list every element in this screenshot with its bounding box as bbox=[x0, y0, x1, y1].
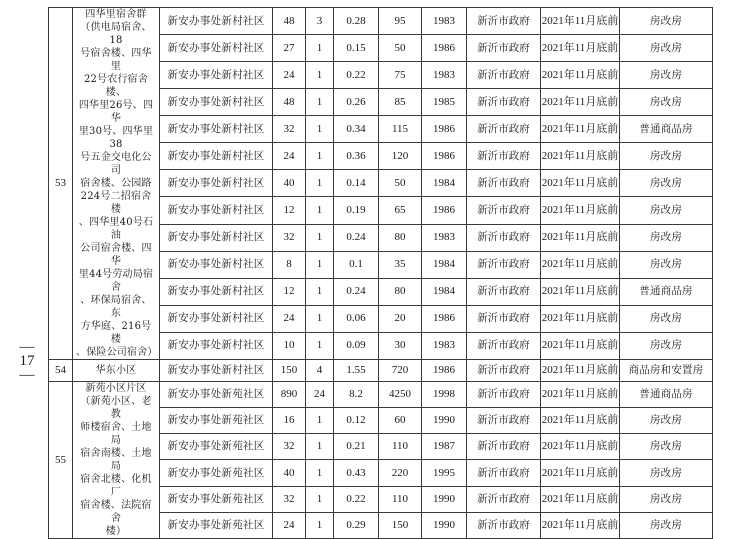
deadline-cell: 2021年11月底前 bbox=[541, 8, 620, 35]
deadline-cell: 2021年11月底前 bbox=[541, 143, 620, 170]
population-cell: 35 bbox=[379, 251, 422, 278]
population-cell: 95 bbox=[379, 8, 422, 35]
buildings-cell: 1 bbox=[306, 460, 334, 486]
house-type-cell: 房改房 bbox=[620, 305, 713, 332]
area-cell: 0.14 bbox=[334, 170, 379, 197]
area-cell: 0.24 bbox=[334, 278, 379, 305]
households-cell: 24 bbox=[273, 512, 306, 538]
population-cell: 220 bbox=[379, 460, 422, 486]
area-cell: 0.12 bbox=[334, 408, 379, 434]
responsible-cell: 新沂市政府 bbox=[467, 8, 541, 35]
group-name-cell bbox=[73, 8, 160, 360]
year-cell: 1983 bbox=[422, 224, 467, 251]
year-cell: 1984 bbox=[422, 251, 467, 278]
community-cell: 新安办事处新村社区 bbox=[160, 62, 273, 89]
buildings-cell: 1 bbox=[306, 224, 334, 251]
deadline-cell: 2021年11月底前 bbox=[541, 332, 620, 359]
area-cell: 0.28 bbox=[334, 8, 379, 35]
responsible-cell: 新沂市政府 bbox=[467, 382, 541, 408]
group-name-line: 宿舍南楼、土地局 bbox=[80, 448, 152, 472]
deadline-cell: 2021年11月底前 bbox=[541, 197, 620, 224]
households-cell: 24 bbox=[273, 62, 306, 89]
group-name-line: 宿舍楼、公园路 bbox=[80, 178, 152, 189]
deadline-cell: 2021年11月底前 bbox=[541, 89, 620, 116]
community-cell: 新安办事处新苑社区 bbox=[160, 460, 273, 486]
buildings-cell: 3 bbox=[306, 8, 334, 35]
community-cell: 新安办事处新村社区 bbox=[160, 278, 273, 305]
deadline-cell: 2021年11月底前 bbox=[541, 512, 620, 538]
population-cell: 720 bbox=[379, 360, 422, 382]
buildings-cell: 1 bbox=[306, 35, 334, 62]
house-type-cell: 房改房 bbox=[620, 434, 713, 460]
area-cell: 0.22 bbox=[334, 486, 379, 512]
year-cell: 1986 bbox=[422, 143, 467, 170]
buildings-cell: 4 bbox=[306, 360, 334, 382]
households-cell: 10 bbox=[273, 332, 306, 359]
area-cell: 0.36 bbox=[334, 143, 379, 170]
households-cell: 24 bbox=[273, 143, 306, 170]
population-cell: 65 bbox=[379, 197, 422, 224]
population-cell: 85 bbox=[379, 89, 422, 116]
page-number: — 17 — bbox=[19, 339, 35, 383]
house-type-cell: 普通商品房 bbox=[620, 116, 713, 143]
group-name-cell bbox=[73, 360, 160, 382]
population-cell: 110 bbox=[379, 486, 422, 512]
households-cell: 12 bbox=[273, 197, 306, 224]
buildings-cell: 1 bbox=[306, 170, 334, 197]
group-name-line: 、四华里40号石油 bbox=[78, 217, 154, 241]
responsible-cell: 新沂市政府 bbox=[467, 332, 541, 359]
households-cell: 12 bbox=[273, 278, 306, 305]
house-type-cell: 房改房 bbox=[620, 197, 713, 224]
group-number-cell: 54 bbox=[49, 360, 73, 382]
deadline-cell: 2021年11月底前 bbox=[541, 224, 620, 251]
buildings-cell: 1 bbox=[306, 143, 334, 170]
group-name-line: 新苑小区片区 bbox=[85, 383, 147, 394]
responsible-cell: 新沂市政府 bbox=[467, 360, 541, 382]
group-name-line: 、保险公司宿舍） bbox=[76, 347, 158, 358]
group-name-line: 宿舍楼、法院宿舍 bbox=[80, 500, 152, 524]
population-cell: 115 bbox=[379, 116, 422, 143]
community-cell: 新安办事处新村社区 bbox=[160, 251, 273, 278]
year-cell: 1990 bbox=[422, 408, 467, 434]
group-name-line: 公司宿舍楼、四华 bbox=[80, 243, 152, 267]
area-cell: 8.2 bbox=[334, 382, 379, 408]
households-cell: 32 bbox=[273, 116, 306, 143]
housing-table bbox=[48, 7, 713, 539]
population-cell: 20 bbox=[379, 305, 422, 332]
population-cell: 150 bbox=[379, 512, 422, 538]
population-cell: 80 bbox=[379, 278, 422, 305]
group-number-cell: 55 bbox=[49, 382, 73, 539]
population-cell: 75 bbox=[379, 62, 422, 89]
house-type-cell: 房改房 bbox=[620, 170, 713, 197]
house-type-cell: 房改房 bbox=[620, 332, 713, 359]
responsible-cell: 新沂市政府 bbox=[467, 170, 541, 197]
table-body bbox=[49, 8, 713, 539]
buildings-cell: 1 bbox=[306, 62, 334, 89]
responsible-cell: 新沂市政府 bbox=[467, 224, 541, 251]
community-cell: 新安办事处新村社区 bbox=[160, 35, 273, 62]
population-cell: 30 bbox=[379, 332, 422, 359]
responsible-cell: 新沂市政府 bbox=[467, 62, 541, 89]
year-cell: 1983 bbox=[422, 8, 467, 35]
deadline-cell: 2021年11月底前 bbox=[541, 382, 620, 408]
deadline-cell: 2021年11月底前 bbox=[541, 486, 620, 512]
house-type-cell: 房改房 bbox=[620, 460, 713, 486]
group-name-line: （供电局宿舍、18 bbox=[80, 22, 152, 46]
area-cell: 0.06 bbox=[334, 305, 379, 332]
group-name-line: 号宿舍楼、四华里 bbox=[80, 48, 152, 72]
group-name-line: 里30号、四华里38 bbox=[78, 126, 154, 150]
responsible-cell: 新沂市政府 bbox=[467, 35, 541, 62]
deadline-cell: 2021年11月底前 bbox=[541, 305, 620, 332]
group-name-cell bbox=[73, 382, 160, 539]
community-cell: 新安办事处新苑社区 bbox=[160, 434, 273, 460]
responsible-cell: 新沂市政府 bbox=[467, 460, 541, 486]
community-cell: 新安办事处新苑社区 bbox=[160, 512, 273, 538]
deadline-cell: 2021年11月底前 bbox=[541, 251, 620, 278]
buildings-cell: 1 bbox=[306, 278, 334, 305]
responsible-cell: 新沂市政府 bbox=[467, 89, 541, 116]
community-cell: 新安办事处新苑社区 bbox=[160, 486, 273, 512]
buildings-cell: 1 bbox=[306, 434, 334, 460]
buildings-cell: 1 bbox=[306, 197, 334, 224]
house-type-cell: 房改房 bbox=[620, 224, 713, 251]
responsible-cell: 新沂市政府 bbox=[467, 278, 541, 305]
group-name-line: 、环保局宿舍、东 bbox=[80, 295, 152, 319]
house-type-cell: 房改房 bbox=[620, 512, 713, 538]
group-name-line: 号五金交电化公司 bbox=[80, 152, 152, 176]
households-cell: 40 bbox=[273, 170, 306, 197]
group-name-line: （新苑小区、老教 bbox=[80, 396, 152, 420]
group-name-line: 师楼宿舍、土地局 bbox=[80, 422, 152, 446]
population-cell: 110 bbox=[379, 434, 422, 460]
buildings-cell: 1 bbox=[306, 89, 334, 116]
year-cell: 1986 bbox=[422, 35, 467, 62]
responsible-cell: 新沂市政府 bbox=[467, 143, 541, 170]
population-cell: 60 bbox=[379, 408, 422, 434]
households-cell: 8 bbox=[273, 251, 306, 278]
community-cell: 新安办事处新村社区 bbox=[160, 170, 273, 197]
buildings-cell: 1 bbox=[306, 512, 334, 538]
deadline-cell: 2021年11月底前 bbox=[541, 170, 620, 197]
group-name-line: 华东小区 bbox=[95, 365, 137, 376]
year-cell: 1984 bbox=[422, 170, 467, 197]
group-name-line: 22号农行宿舍楼、 bbox=[83, 74, 149, 98]
community-cell: 新安办事处新村社区 bbox=[160, 89, 273, 116]
households-cell: 24 bbox=[273, 305, 306, 332]
table-row bbox=[49, 360, 713, 382]
households-cell: 32 bbox=[273, 434, 306, 460]
house-type-cell: 房改房 bbox=[620, 143, 713, 170]
responsible-cell: 新沂市政府 bbox=[467, 305, 541, 332]
group-name-line: 四华里宿舍群 bbox=[85, 9, 147, 20]
responsible-cell: 新沂市政府 bbox=[467, 116, 541, 143]
house-type-cell: 商品房和安置房 bbox=[620, 360, 713, 382]
responsible-cell: 新沂市政府 bbox=[467, 251, 541, 278]
households-cell: 27 bbox=[273, 35, 306, 62]
group-name-line: 224号二招宿舍楼 bbox=[80, 191, 152, 215]
deadline-cell: 2021年11月底前 bbox=[541, 278, 620, 305]
community-cell: 新安办事处新村社区 bbox=[160, 332, 273, 359]
population-cell: 50 bbox=[379, 35, 422, 62]
community-cell: 新安办事处新村社区 bbox=[160, 360, 273, 382]
group-name-line: 里44号劳动局宿舍 bbox=[78, 269, 154, 293]
house-type-cell: 房改房 bbox=[620, 62, 713, 89]
households-cell: 32 bbox=[273, 486, 306, 512]
households-cell: 32 bbox=[273, 224, 306, 251]
households-cell: 890 bbox=[273, 382, 306, 408]
community-cell: 新安办事处新村社区 bbox=[160, 116, 273, 143]
buildings-cell: 1 bbox=[306, 251, 334, 278]
area-cell: 0.26 bbox=[334, 89, 379, 116]
buildings-cell: 1 bbox=[306, 305, 334, 332]
community-cell: 新安办事处新村社区 bbox=[160, 8, 273, 35]
year-cell: 1986 bbox=[422, 305, 467, 332]
population-cell: 4250 bbox=[379, 382, 422, 408]
deadline-cell: 2021年11月底前 bbox=[541, 460, 620, 486]
house-type-cell: 房改房 bbox=[620, 35, 713, 62]
buildings-cell: 1 bbox=[306, 408, 334, 434]
area-cell: 0.09 bbox=[334, 332, 379, 359]
responsible-cell: 新沂市政府 bbox=[467, 486, 541, 512]
deadline-cell: 2021年11月底前 bbox=[541, 62, 620, 89]
group-name-line: 宿舍北楼、化机厂 bbox=[80, 474, 152, 498]
area-cell: 0.19 bbox=[334, 197, 379, 224]
community-cell: 新安办事处新村社区 bbox=[160, 197, 273, 224]
year-cell: 1986 bbox=[422, 116, 467, 143]
house-type-cell: 房改房 bbox=[620, 8, 713, 35]
households-cell: 48 bbox=[273, 8, 306, 35]
community-cell: 新安办事处新村社区 bbox=[160, 224, 273, 251]
households-cell: 16 bbox=[273, 408, 306, 434]
year-cell: 1990 bbox=[422, 512, 467, 538]
households-cell: 48 bbox=[273, 89, 306, 116]
house-type-cell: 房改房 bbox=[620, 251, 713, 278]
deadline-cell: 2021年11月底前 bbox=[541, 35, 620, 62]
year-cell: 1985 bbox=[422, 89, 467, 116]
group-number-cell: 53 bbox=[49, 8, 73, 360]
area-cell: 0.34 bbox=[334, 116, 379, 143]
buildings-cell: 1 bbox=[306, 332, 334, 359]
community-cell: 新安办事处新苑社区 bbox=[160, 382, 273, 408]
buildings-cell: 1 bbox=[306, 486, 334, 512]
community-cell: 新安办事处新苑社区 bbox=[160, 408, 273, 434]
area-cell: 0.22 bbox=[334, 62, 379, 89]
year-cell: 1986 bbox=[422, 197, 467, 224]
table-row bbox=[49, 382, 713, 408]
group-name-line: 方华庭、216号楼 bbox=[80, 321, 152, 345]
deadline-cell: 2021年11月底前 bbox=[541, 408, 620, 434]
year-cell: 1990 bbox=[422, 486, 467, 512]
buildings-cell: 24 bbox=[306, 382, 334, 408]
year-cell: 1987 bbox=[422, 434, 467, 460]
year-cell: 1998 bbox=[422, 382, 467, 408]
house-type-cell: 房改房 bbox=[620, 408, 713, 434]
deadline-cell: 2021年11月底前 bbox=[541, 360, 620, 382]
house-type-cell: 普通商品房 bbox=[620, 382, 713, 408]
responsible-cell: 新沂市政府 bbox=[467, 512, 541, 538]
community-cell: 新安办事处新村社区 bbox=[160, 305, 273, 332]
area-cell: 0.21 bbox=[334, 434, 379, 460]
year-cell: 1983 bbox=[422, 332, 467, 359]
house-type-cell: 普通商品房 bbox=[620, 278, 713, 305]
area-cell: 0.29 bbox=[334, 512, 379, 538]
community-cell: 新安办事处新村社区 bbox=[160, 143, 273, 170]
deadline-cell: 2021年11月底前 bbox=[541, 116, 620, 143]
area-cell: 0.43 bbox=[334, 460, 379, 486]
table-row bbox=[49, 8, 713, 35]
responsible-cell: 新沂市政府 bbox=[467, 434, 541, 460]
deadline-cell: 2021年11月底前 bbox=[541, 434, 620, 460]
population-cell: 50 bbox=[379, 170, 422, 197]
year-cell: 1995 bbox=[422, 460, 467, 486]
population-cell: 120 bbox=[379, 143, 422, 170]
households-cell: 150 bbox=[273, 360, 306, 382]
group-name-line: 四华里26号、四华 bbox=[78, 100, 154, 124]
year-cell: 1986 bbox=[422, 360, 467, 382]
area-cell: 0.24 bbox=[334, 224, 379, 251]
population-cell: 80 bbox=[379, 224, 422, 251]
households-cell: 40 bbox=[273, 460, 306, 486]
area-cell: 1.55 bbox=[334, 360, 379, 382]
area-cell: 0.15 bbox=[334, 35, 379, 62]
buildings-cell: 1 bbox=[306, 116, 334, 143]
year-cell: 1984 bbox=[422, 278, 467, 305]
house-type-cell: 房改房 bbox=[620, 486, 713, 512]
responsible-cell: 新沂市政府 bbox=[467, 408, 541, 434]
house-type-cell: 房改房 bbox=[620, 89, 713, 116]
group-name-line: 楼） bbox=[105, 526, 127, 537]
year-cell: 1983 bbox=[422, 62, 467, 89]
area-cell: 0.1 bbox=[334, 251, 379, 278]
responsible-cell: 新沂市政府 bbox=[467, 197, 541, 224]
